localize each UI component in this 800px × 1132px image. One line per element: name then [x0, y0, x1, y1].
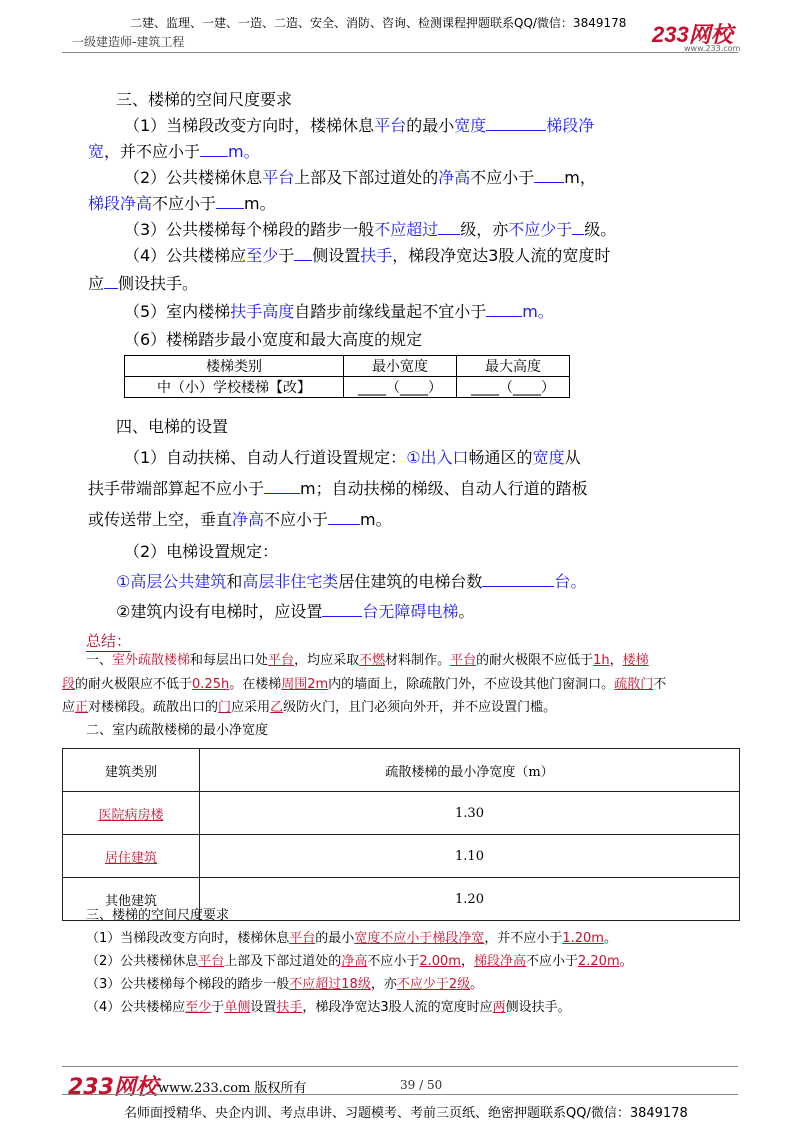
t1-header-max-height: 最大高度	[457, 356, 570, 377]
t2-cell-category: 其他建筑	[63, 878, 200, 921]
summary-line1: 一、室外疏散楼梯和每层出口处平台，均应采取不燃材料制作。平台的耐火极限不应低于1h，楼梯	[86, 653, 649, 668]
s4-item1-cont2: 或传送带上空，垂直净高不应小于 m。	[88, 510, 392, 529]
footer-site: www.233.com 版权所有	[158, 1081, 307, 1096]
logo-text: 233网校	[652, 22, 733, 47]
t1-header-category: 楼梯类别	[125, 356, 344, 377]
s4-title: 四、电梯的设置	[116, 417, 229, 436]
s3-item3: （3）公共楼梯每个梯段的踏步一般不应超过 级，亦不应少于 级。	[124, 220, 617, 239]
summary-r3: （3）公共楼梯每个梯段的踏步一般不应超过18级，亦不应少于2级。	[86, 977, 484, 992]
s3-item1-cont: 宽，并不应小于 m。	[88, 142, 260, 161]
logo-url: www.233.com	[684, 44, 741, 53]
s4-item1: （1）自动扶梯、自动人行道设置规定：①出入口畅通区的宽度从	[124, 448, 581, 467]
header-rule	[62, 52, 738, 53]
s4-item2: （2）电梯设置规定：	[124, 542, 279, 561]
s4-item1-cont: 扶手带端部算起不应小于 m；自动扶梯的梯级、自动人行道的踏板	[88, 479, 588, 498]
s3-item2-cont: 梯段净高不应小于 m。	[88, 194, 276, 213]
stair-step-table	[124, 355, 570, 398]
summary-line3: 应正对楼梯段。疏散出口的门应采用乙级防火门，且门必须向外开，并不应设置门槛。	[62, 700, 557, 715]
t2-cell-width: 1.10	[200, 835, 740, 878]
s3-item6: （6）楼梯踏步最小宽度和最大高度的规定	[124, 330, 423, 349]
table-row	[63, 792, 740, 835]
summary-line4: 二、室内疏散楼梯的最小净宽度	[86, 723, 269, 738]
footer-rule	[62, 1066, 738, 1067]
summary-r4: （4）公共楼梯应至少于单侧设置扶手，梯段净宽达3股人流的宽度时应两侧设扶手。	[86, 1000, 571, 1015]
s3-title: 三、楼梯的空间尺度要求	[116, 90, 293, 109]
header-logo	[652, 18, 741, 53]
table-row	[63, 835, 740, 878]
header-subject: 一级建造师-建筑工程	[72, 35, 185, 49]
s3-item5: （5）室内楼梯扶手高度自踏步前缘线量起不宜小于 m。	[124, 302, 554, 321]
s3-item4-cont: 应 侧设扶手。	[88, 274, 199, 293]
page-number: 39 / 50	[400, 1078, 443, 1092]
t2-cell-width: 1.30	[200, 792, 740, 835]
summary-r2: （2）公共楼梯休息平台上部及下部过道处的净高不应小于2.00m，梯段净高不应小于2.20m。	[86, 954, 633, 969]
summary-title: 总结：	[86, 632, 132, 650]
t2-cell-category: 医院病房楼	[63, 792, 200, 835]
t1-header-min-width: 最小宽度	[344, 356, 457, 377]
t1-row-school: 中（小）学校楼梯【改】	[125, 377, 344, 398]
t2-cell-category: 居住建筑	[63, 835, 200, 878]
evac-stair-width-table	[62, 748, 740, 921]
t1-blank-width: ____（____）	[344, 377, 457, 398]
s3-item4: （4）公共楼梯应至少于 侧设置扶手，梯段净宽达3股人流的宽度时	[124, 246, 611, 265]
header-promo: 二建、监理、一建、一造、二造、安全、消防、咨询、检测课程押题联系QQ/微信：3849178	[130, 16, 627, 30]
t2-cell-width: 1.20	[200, 878, 740, 921]
footer-logo: 233网校	[68, 1075, 158, 1100]
t2-header-width: 疏散楼梯的最小净宽度（m）	[200, 749, 740, 792]
s4-item3: ①高层公共建筑和高层非住宅类居住建筑的电梯台数 台。	[116, 572, 587, 591]
footer-promo: 名师面授精华、央企内训、考点串讲、习题模考、考前三页纸、绝密押题联系QQ/微信：3849178	[124, 1106, 688, 1121]
s4-item4: ②建筑内设有电梯时，应设置 台无障碍电梯。	[116, 602, 475, 621]
s3-item1: （1）当梯段改变方向时，楼梯休息平台的最小宽度 梯段净	[124, 116, 595, 135]
footer-rule-2	[62, 1094, 738, 1095]
t1-blank-height: ____（____）	[457, 377, 570, 398]
s3-item2: （2）公共楼梯休息平台上部及下部过道处的净高不应小于 m，	[124, 168, 596, 187]
summary-r1: （1）当梯段改变方向时，楼梯休息平台的最小宽度不应小于梯段净宽，并不应小于1.20m。	[86, 931, 617, 946]
summary-line2: 段的耐火极限应不低于0.25h。在楼梯周围2m内的墙面上，除疏散门外，不应设其他门窗洞口。疏散门不	[62, 677, 667, 692]
summary-s3-title: 三、楼梯的空间尺度要求	[86, 908, 230, 923]
t2-header-category: 建筑类别	[63, 749, 200, 792]
